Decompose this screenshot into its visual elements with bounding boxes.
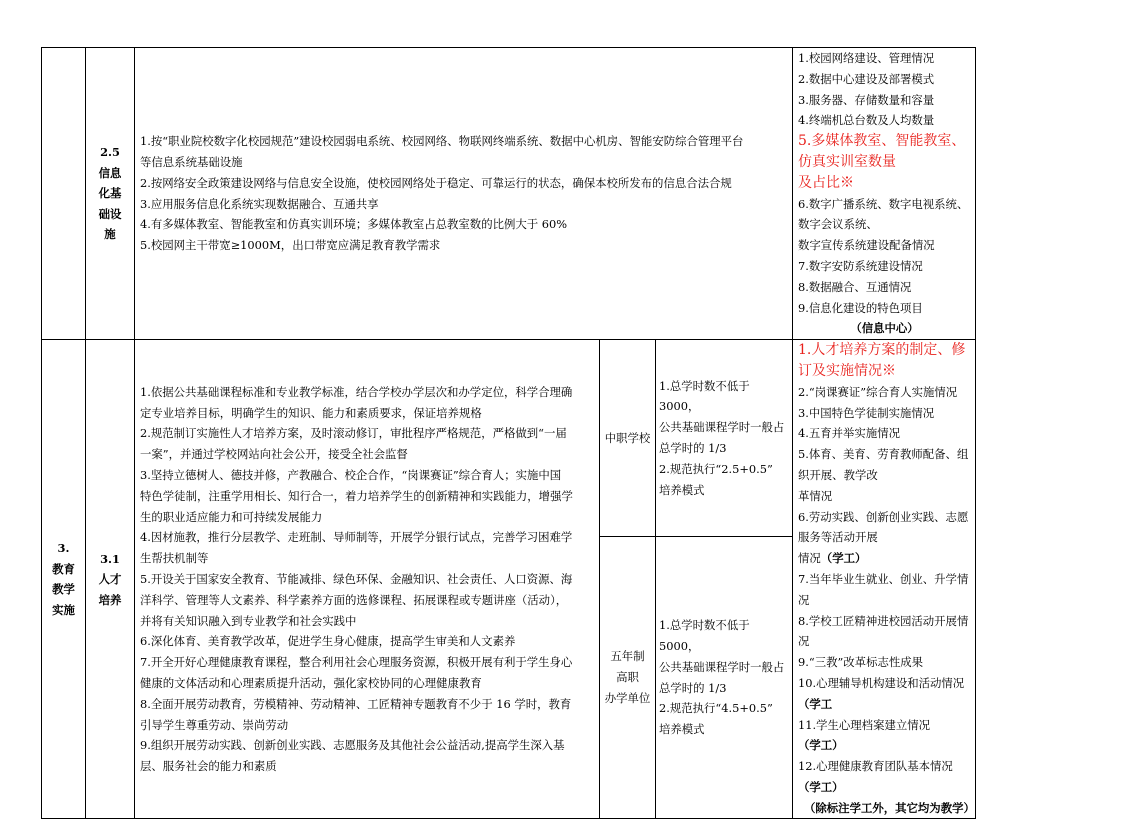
- section-3-1-cell: [86, 340, 135, 819]
- schedule-cell: [656, 340, 793, 537]
- check-item: [798, 548, 971, 569]
- standard-line: 9.组织开展劳动实践、创新创业实践、志愿服务及其他社会公益活动,提高学生深入基: [140, 738, 565, 753]
- standard-line: 2.按网络安全政策建设网络与信息安全设施，使校园网络处于稳定、可靠运行的状态，确保本校所发布的信息合法合规: [140, 175, 732, 190]
- check-item: [798, 423, 971, 444]
- standard-line: 洋科学、管理等人文素养、科学素养方面的选修课程、拓展课程或专题讲座（活动），: [140, 592, 568, 607]
- check-item-text: 2.“岗课赛证”综合育人实施情况: [798, 384, 958, 399]
- row-3-1-top: [42, 340, 976, 537]
- category-3-cell: [42, 340, 86, 819]
- school-name: 五年制: [610, 649, 645, 664]
- standard-line: 生的职业适应能力和可持续发展能力: [140, 509, 323, 524]
- department-tag: （学工）: [820, 551, 867, 566]
- items-3-1-cell: [793, 340, 976, 819]
- check-item-text: 8.学校工匠精神进校园活动开展情况: [798, 613, 969, 649]
- check-item: 8.数据融合、互通情况: [798, 279, 912, 294]
- check-item: [798, 715, 971, 757]
- school-type-cell: [600, 536, 656, 819]
- check-item-text: 10.心理辅导机构建设和活动情况: [798, 675, 965, 690]
- check-item: [798, 403, 971, 424]
- check-item-text: 7.当年毕业生就业、创业、升学情况: [798, 571, 969, 607]
- schedule-list: [659, 376, 790, 501]
- check-item-text: 5.体育、美育、劳育教师配备、组织开展、教学改: [798, 447, 969, 482]
- check-item: 及占比※: [798, 174, 854, 191]
- check-item: 2.数据中心建设及部署模式: [798, 71, 935, 86]
- standards-3-1-cell: [135, 340, 600, 819]
- standards-list: [140, 382, 596, 777]
- standard-line: 健康的文体活动和心理素质提升活动，强化家校协同的心理健康教育: [140, 675, 482, 690]
- standard-line: 特色学徒制，注重学用相长、知行合一，着力培养学生的创新精神和实践能力，增强学: [140, 488, 573, 503]
- section-label: 化基: [98, 186, 122, 201]
- check-item: [798, 486, 971, 507]
- check-item: [798, 652, 971, 673]
- section-label: 2.5: [100, 145, 120, 160]
- section-label: 施: [104, 227, 116, 242]
- standard-line: 2.规范制订实施性人才培养方案，及时滚动修订，审批程序严格规范，严格做到“一届: [140, 426, 567, 441]
- standard-line: 定专业培养目标，明确学生的知识、能力和素质要求，保证培养规格: [140, 405, 482, 420]
- items-2-5-cell: [793, 48, 976, 340]
- items-list: [798, 340, 971, 798]
- schedule-line: 培养模式: [659, 722, 705, 737]
- category-label: 3.: [57, 541, 70, 556]
- schedule-line: 总学时的 1/3: [659, 680, 727, 695]
- check-item: [798, 382, 971, 403]
- check-item: 1.校园网络建设、管理情况: [798, 51, 935, 65]
- section-label: 人才: [98, 572, 122, 587]
- schedule-line: 1.总学时数不低于 5000，: [659, 618, 750, 654]
- standard-line: 并将有关知识融入到专业教学和社会实践中: [140, 613, 357, 628]
- schedule-line: 1.总学时数不低于 3000，: [659, 378, 750, 414]
- school-type-cell: [600, 340, 656, 537]
- check-item: 5.多媒体教室、智能教室、仿真实训室数量: [798, 133, 966, 170]
- check-item-text: 1.人才培养方案的制定、修订及实施情况※: [798, 342, 966, 379]
- check-item: [798, 340, 971, 382]
- row-2-5: [42, 48, 976, 340]
- standard-line: 生帮扶机制等: [140, 551, 209, 566]
- evaluation-table: [41, 47, 976, 819]
- category-label: 教育: [52, 561, 75, 576]
- check-item: [798, 611, 971, 653]
- check-item-text: 6.劳动实践、创新创业实践、志愿服务等活动开展: [798, 509, 969, 545]
- check-item: [798, 569, 971, 611]
- check-item-text: 情况: [798, 551, 821, 566]
- standard-line: 层、服务社会的能力和素质: [140, 759, 277, 774]
- standard-line: 一案”，并通过学校网站向社会公开，接受全社会监督: [140, 447, 408, 462]
- items-list: [798, 48, 971, 318]
- check-item: [798, 756, 971, 798]
- check-item: [798, 444, 971, 486]
- check-item: [798, 673, 971, 715]
- standard-line: 4.有多媒体教室、智能教室和仿真实训环境；多媒体教室占总教室数的比例大于 60%: [140, 217, 568, 232]
- schedule-line: 2.规范执行“4.5+0.5”: [659, 701, 773, 716]
- check-item: 9.信息化建设的特色项目: [798, 300, 923, 315]
- standard-line: 3.应用服务信息化系统实现数据融合、互通共享: [140, 196, 379, 211]
- check-item-text: 12.心理健康教育团队基本情况: [798, 759, 953, 774]
- department-tag: （学工: [798, 696, 833, 711]
- check-item-text: 3.中国特色学徒制实施情况: [798, 405, 935, 420]
- school-name: 办学单位: [604, 691, 651, 705]
- section-2-5-cell: [86, 48, 135, 340]
- standard-line: 3.坚持立德树人、德技并修，产教融合、校企合作，“岗课赛证”综合育人；实施中国: [140, 467, 562, 482]
- check-item: 7.数字安防系统建设情况: [798, 258, 923, 273]
- standards-2-5-cell: [135, 48, 793, 340]
- schedule-line: 公共基础课程学时一般占: [659, 659, 785, 674]
- check-item-text: 9.“三教”改革标志性成果: [798, 655, 924, 670]
- category-label: 实施: [52, 602, 75, 617]
- note-label: （除标注学工外，其它均为教学）: [804, 800, 975, 815]
- check-item: 6.数字广播系统、数字电视系统、数字会议系统、: [798, 196, 969, 232]
- category-cell-empty: [42, 48, 86, 340]
- check-item-text: 11.学生心理档案建立情况: [798, 717, 931, 732]
- standard-line: 5.开设关于国家安全教育、节能减排、绿色环保、金融知识、社会责任、人口资源、海: [140, 571, 573, 586]
- category-label: 教学: [52, 582, 75, 597]
- check-item: [798, 507, 971, 549]
- check-item-text: 4.五育并举实施情况: [798, 426, 900, 441]
- check-item: 3.服务器、存储数量和容量: [798, 92, 935, 107]
- standards-list: [140, 131, 789, 256]
- department-tag: （学工）: [798, 779, 844, 794]
- check-item: 数字宣传系统建设配备情况: [798, 238, 935, 253]
- section-label: 信息: [98, 165, 122, 180]
- schedule-line: 培养模式: [659, 482, 705, 497]
- standard-line: 等信息系统基础设施: [140, 154, 243, 169]
- check-item-text: 革情况: [798, 488, 833, 503]
- school-name: 高职: [616, 670, 639, 685]
- schedule-line: 2.规范执行“2.5+0.5”: [659, 461, 773, 476]
- standard-line: 1.依据公共基础课程标准和专业教学标准，结合学校办学层次和办学定位，科学合理确: [140, 384, 573, 399]
- section-label: 培养: [98, 592, 122, 607]
- schedule-list: [659, 615, 790, 740]
- standard-line: 4.因材施教，推行分层教学、走班制、导师制等，开展学分银行试点，完善学习困难学: [140, 530, 573, 545]
- section-label: 础设: [98, 206, 122, 221]
- standard-line: 8.全面开展劳动教育，劳模精神、劳动精神、工匠精神专题教育不少于 16 学时，教育: [140, 696, 572, 711]
- standard-line: 6.深化体育、美育教学改革，促进学生身心健康，提高学生审美和人文素养: [140, 634, 516, 649]
- standard-line: 5.校园网主干带宽≥1000M，出口带宽应满足教育教学需求: [140, 238, 441, 253]
- school-name: 中职学校: [604, 430, 651, 445]
- standard-line: 引导学生尊重劳动、崇尚劳动: [140, 717, 289, 732]
- department-tag: （学工）: [798, 738, 844, 753]
- schedule-cell: [656, 536, 793, 819]
- department-label: （信息中心）: [850, 321, 919, 336]
- standard-line: 7.开全开好心理健康教育课程，整合利用社会心理服务资源，积极开展有利于学生身心: [140, 655, 573, 670]
- check-item: 4.终端机总台数及人均数量: [798, 113, 935, 128]
- schedule-line: 总学时的 1/3: [659, 440, 727, 455]
- section-label: 3.1: [100, 551, 120, 566]
- standard-line: 1.按“职业院校数字化校园规范”建设校园弱电系统、校园网络、物联网终端系统、数据中心机房、智能安防综合管理平台: [140, 134, 744, 149]
- schedule-line: 公共基础课程学时一般占: [659, 420, 785, 435]
